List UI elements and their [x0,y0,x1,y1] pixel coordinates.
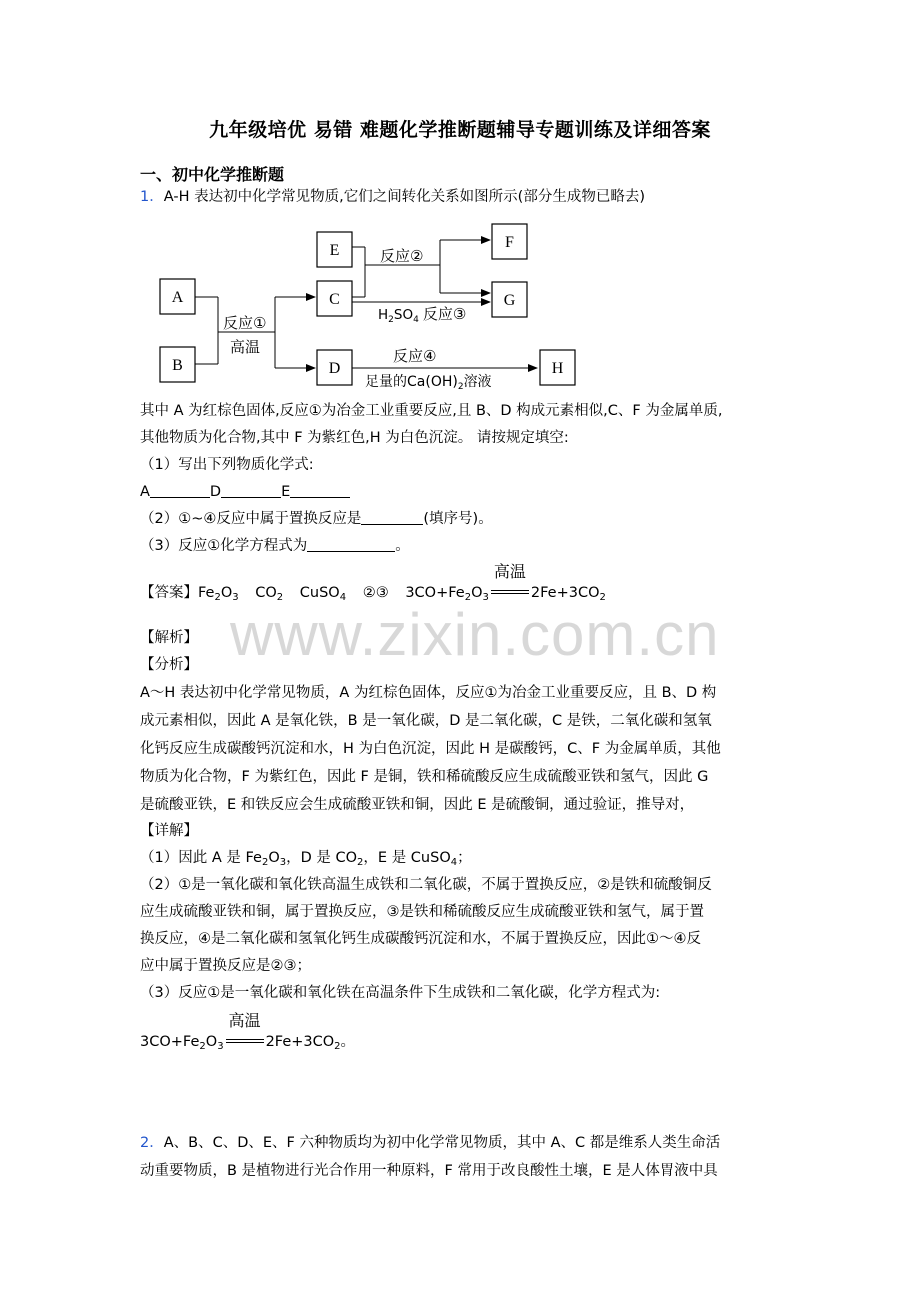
part-2-prompt: （2）①~④反应中属于置换反应是 (填序号)。 [140,511,493,527]
blank-a[interactable] [150,483,210,498]
blank-d[interactable] [221,483,281,498]
detail-3: （3）反应①是一氧化碳和氧化铁在高温条件下生成铁和二氧化碳，化学方程式为: [140,985,661,1001]
answer-line: 【答案】$Fe_2O_3$ $CO_2$ CuSO$_4$ ②③ $3CO+Fe_2O_3$ 高温 $2Fe+3CO_2$ [140,562,606,603]
reaction-2-label: 反应② [380,247,424,265]
xiangjie-label: 【详解】 [140,823,198,839]
question-2-stem: 2．A、B、C、D、E、F 六种物质均为初中化学常见物质，其中 A、C 都是维系人类生命活 [140,1135,721,1151]
detail-2-line: （2）①是一氧化碳和氧化铁高温生成铁和二氧化碳，不属于置换反应，②是铁和硫酸铜反 [140,877,712,893]
box-f: F [505,234,514,251]
part-1-blanks: A D E [140,483,350,501]
box-g: G [503,292,516,309]
box-a: A [171,289,184,306]
question-number: 1 [140,189,150,205]
analysis-line: 成元素相似，因此 A 是氧化铁，B 是一氧化碳，D 是二氧化碳，C 是铁，二氧化碳和氢氧 [140,713,712,729]
box-c: C [329,291,340,308]
detail-1: （1）因此 A 是 $Fe_2O_3$，D 是 $CO_2$，E 是 CuSO$_4$； [140,850,472,868]
blank-e[interactable] [290,483,350,498]
reaction-1-condition: 高温 [230,338,261,356]
desc-line-2: 其他物质为化合物,其中 F 为紫红色,H 为白色沉淀。 请按规定填空: [140,430,569,446]
detail-2-line: 应生成硫酸亚铁和铜，属于置换反应，③是铁和稀硫酸反应生成硫酸亚铁和氢气，属于置 [140,904,704,920]
part-3-prompt: （3）反应①化学方程式为 。 [140,538,410,554]
desc-line-1: 其中 A 为红棕色固体,反应①为冶金工业重要反应,且 B、D 构成元素相似,C、F 为金属单质, [140,403,723,419]
equation-condition: 高温 [225,1032,265,1050]
reaction-3-reagent: $H_2SO_4$ 反应③ [378,305,467,325]
box-b: B [172,357,183,374]
reaction-4-reagent: 足量的$Ca(OH)_2$溶液 [365,374,492,392]
question-number: 2 [140,1135,150,1151]
equation-condition: 高温 [490,583,530,601]
blank-part-3[interactable] [307,537,395,552]
page-title: 九年级培优 易错 难题化学推断题辅导专题训练及详细答案 [209,119,711,141]
section-heading: 一、初中化学推断题 [140,165,285,184]
reaction-4-label: 反应④ [393,347,437,365]
part-1-prompt: （1）写出下列物质化学式: [140,457,314,473]
box-h: H [551,360,564,377]
watermark: www.zixin.com.cn [230,601,720,668]
box-e: E [329,242,340,259]
detail-2-line: 应中属于置换反应是②③； [140,958,311,974]
analysis-line: 化钙反应生成碳酸钙沉淀和水，H 为白色沉淀，因此 H 是碳酸钙，C、F 为金属单质，其他 [140,741,721,757]
detail-2-line: 换反应，④是二氧化碳和氢氧化钙生成碳酸钙沉淀和水，不属于置换反应，因此①～④反 [140,931,701,947]
analysis-line: A～H 表达初中化学常见物质，A 为红棕色固体，反应①为冶金工业重要反应，且 B、D 构 [140,685,717,701]
box-d: D [328,360,341,377]
analysis-line: 是硫酸亚铁，E 和铁反应会生成硫酸亚铁和铜，因此 E 是硫酸铜，通过验证，推导对， [140,797,695,813]
analysis-line: 物质为化合物，F 为紫红色，因此 F 是铜，铁和稀硫酸反应生成硫酸亚铁和氢气，因此 G [140,769,709,785]
jiexi-label: 【解析】 [140,630,198,646]
reaction-1-label: 反应① [223,314,267,332]
question-1-stem: 1．A-H 表达初中化学常见物质,它们之间转化关系如图所示(部分生成物已略去) [140,189,645,205]
fenxi-label: 【分析】 [140,657,198,673]
detail-3-equation: $3CO+Fe_2O_3$ 高温 $2Fe+3CO_2$。 [140,1011,356,1052]
blank-part-2[interactable] [361,510,423,525]
reaction-diagram [150,220,600,395]
question-2-line-2: 动重要物质，B 是植物进行光合作用一种原料，F 常用于改良酸性土壤，E 是人体胃液中具 [140,1163,718,1179]
